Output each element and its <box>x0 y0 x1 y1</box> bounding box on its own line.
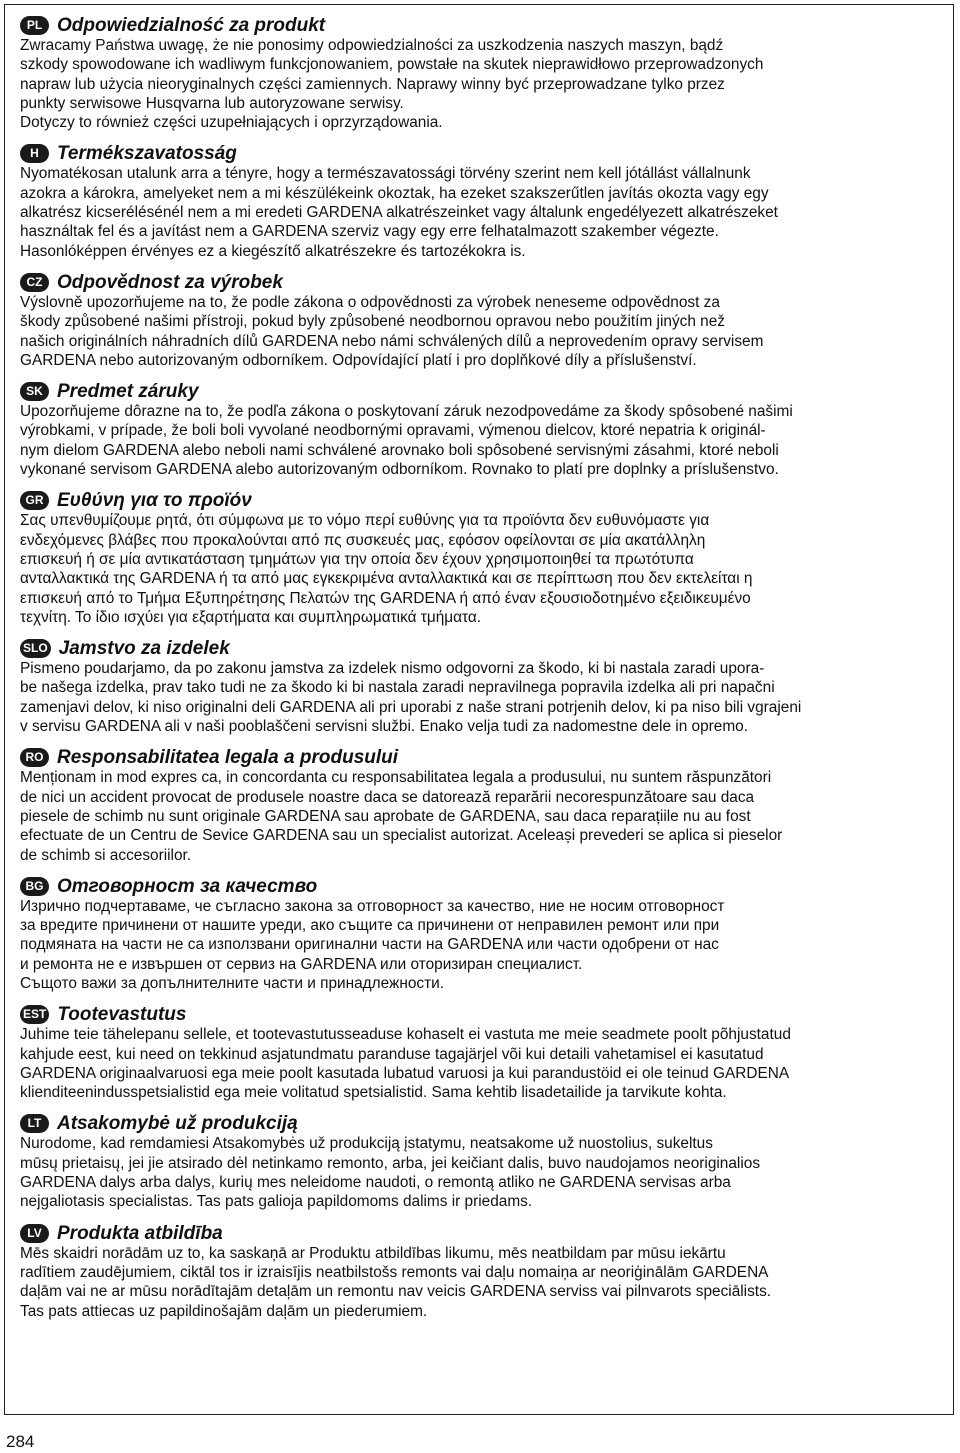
section-title: Tootevastutus <box>57 1004 187 1026</box>
section-body <box>20 293 940 370</box>
body-line: GARDENA nebo autorizovaným odborníkem. Odpovídající platí i pro doplňkové díly a příslušenství. <box>20 351 697 369</box>
section-body <box>20 897 940 993</box>
section-body <box>20 36 940 132</box>
body-line: használtak fel és a javítást nem a GARDENA szerviz vagy egy erre felhatalmazott szakember végezte. <box>20 223 719 241</box>
body-line: за вредите причинени от нашите уреди, ако същите са причинени от неправилен ремонт или при <box>20 917 720 935</box>
body-line: de nici un accident provocat de produsele noastre daca se datorează reparării necorespunzătoare sau daca <box>20 788 755 806</box>
body-line: alkatrész kicserélésénél nem a mi eredeti GARDENA alkatrészeinket vagy általunk engedélyezett alkatrészeket <box>20 204 778 222</box>
body-line: v servisu GARDENA ali v naši pooblaščeni servisni službi. Enako velja tudi za nadomestne dele in opremo. <box>20 718 748 736</box>
section-body <box>20 1244 940 1321</box>
body-line: piesele de schimb nu sunt originale GARDENA sau aprobate de GARDENA, sau daca reparațiile nu au fost <box>20 807 751 825</box>
section-body <box>20 768 940 864</box>
section-header <box>20 1223 940 1244</box>
section-header <box>20 143 940 164</box>
body-line: Juhime teie tähelepanu sellele, et tootevastutusseaduse kohaselt ei vastuta me meie seadmete poolt põhjustatud <box>20 1026 791 1044</box>
body-line: napraw lub użycia nieoryginalnych części zamiennych. Naprawy winny być przeprowadzane tylko przez <box>20 75 725 93</box>
body-line: nejgaliotasis specialistas. Tas pats galioja papildomoms dalims ir priedams. <box>20 1193 533 1211</box>
section-title: Ευθύνη για το προϊόν <box>57 490 252 512</box>
section-header <box>20 876 940 897</box>
body-line: GARDENA originaalvaruosi ega meie poolt kasutada lubatud varuosi ja kui parandustöid ei ole teinud GARDENA <box>20 1064 790 1082</box>
language-badge: PL <box>20 16 49 35</box>
section-title: Termékszavatosság <box>57 143 237 165</box>
section-body <box>20 511 940 627</box>
body-line: επισκευή ή σε μία αντικατάσταση τμημάτων για την οποία δεν έχουν χρησιμοποιηθεί τα πρωτότυπα <box>20 550 694 568</box>
language-badge: H <box>20 144 49 163</box>
body-line: Menționam in mod expres ca, in concordanta cu responsabilitatea legala a produsului, nu suntem răspunzători <box>20 769 772 787</box>
body-line: radītiem zaudējumiem, ciktāl tos ir izraisījis neatbilstošs remonts vai daļu nomaiņa ar neoriģinālām GARDENA <box>20 1263 769 1281</box>
section-header <box>20 638 940 659</box>
body-line: ενδεχόμενες βλάβες που προκαλούνται από πς συσκευές μας, εφόσον οφείλονται σε μία ακατάλληλη <box>20 531 706 549</box>
section-title: Odpovědnost za výrobek <box>57 271 283 293</box>
language-badge: SK <box>20 382 49 401</box>
language-badge: LT <box>20 1114 49 1133</box>
language-badge: GR <box>20 491 49 510</box>
body-line: daļām vai ne ar mūsu norādītajām detaļām un remontu nav veicis GARDENA serviss vai pilnvarots speciālists. <box>20 1283 772 1301</box>
body-line: Tas pats attiecas uz papildinošajām daļām un piederumiem. <box>20 1302 428 1320</box>
body-line: vykonané servisom GARDENA alebo autorizovaným odborníkom. Rovnako to platí pre doplnky a príslušenstvo. <box>20 461 779 479</box>
section-body <box>20 164 940 260</box>
section-body <box>20 402 940 479</box>
section-body <box>20 659 940 736</box>
body-line: azokra a károkra, amelyeket nem a mi készülékeink okoztak, ha ezeket szakszerűtlen javítás okozta vagy egy <box>20 184 769 202</box>
body-line: Mēs skaidri norādām uz to, ka saskaņā ar Produktu atbildības likumu, mēs neatbildam par mūsu iekārtu <box>20 1244 726 1262</box>
section-title: Отговорност за качество <box>57 875 318 897</box>
section-slo <box>20 638 940 736</box>
section-title: Jamstvo za izdelek <box>58 638 230 660</box>
language-badge: RO <box>20 748 49 767</box>
body-line: zamenjavi delov, ki niso originalni deli GARDENA ali pri uporabi z naše strani potrjenih delov, ki pa niso bili vgrajeni <box>20 698 802 716</box>
body-line: Výslovně upozorňujeme na to, že podle zákona o odpovědnosti za výrobek neneseme odpovědnost za <box>20 293 720 311</box>
section-ro <box>20 747 940 864</box>
body-line: de schimb si accesoriilor. <box>20 846 192 864</box>
body-line: mūsų prietaisų, jei jie atsirado dėl netinkamo remonto, arba, jei keičiant dalis, buvo naudojamos neoriginalios <box>20 1154 761 1172</box>
body-line: efectuate de un Centru de Sevice GARDENA sau un specialist autorizat. Aceleași prevederi se aplica si pieselor <box>20 827 783 845</box>
section-header <box>20 1004 940 1025</box>
section-bg <box>20 876 940 993</box>
section-title: Produkta atbildība <box>57 1222 223 1244</box>
language-badge: SLO <box>20 639 51 658</box>
section-title: Predmet záruky <box>57 381 199 403</box>
body-line: Nyomatékosan utalunk arra a tényre, hogy a természavatossági törvény szerint nem kell jótállást vállalnunk <box>20 165 751 183</box>
section-cz <box>20 272 940 370</box>
section-title: Atsakomybė už produkciją <box>57 1113 298 1135</box>
body-line: и ремонта не е извършен от сервиз на GARDENA или оторизиран специалист. <box>20 955 583 973</box>
body-line: Същото важи за допълнителните части и принадлежности. <box>20 974 445 992</box>
section-h <box>20 143 940 260</box>
body-line: Σας υπενθυμίζουμε ρητά, ότι σύμφωνα με το νόμο περί ευθύνης για τα προϊόντα δεν ευθυνόμαστε για <box>20 512 710 530</box>
body-line: kahjude eest, kui need on tekkinud asjatundmatu paranduse tagajärjel või kui detaili vahetamisel ei kasutatud <box>20 1045 764 1063</box>
section-header <box>20 747 940 768</box>
body-line: Upozorňujeme dôrazne na to, že podľa zákona o poskytovaní záruk nezodpovedáme za škody spôsobené našimi <box>20 403 793 421</box>
section-title: Odpowiedzialność za produkt <box>57 15 326 36</box>
section-header <box>20 381 940 402</box>
language-badge: BG <box>20 877 49 896</box>
section-header <box>20 272 940 293</box>
body-line: Nurodome, kad remdamiesi Atsakomybės už produkciją įstatymu, neatsakome už nuostolius, sukeltus <box>20 1135 713 1153</box>
body-line: τεχνίτη. Το ίδιο ισχύει για εξαρτήματα και συμπληρωματικά τμήματα. <box>20 608 482 626</box>
body-line: ανταλλακτικά της GARDENA ή τα από μας εγκεκριμένα ανταλλακτικά και σε περίπτωση που δεν εκτελείται η <box>20 570 753 588</box>
section-lv <box>20 1223 940 1321</box>
section-pl <box>20 15 940 132</box>
body-line: be našega izdelka, prav tako tudi ne za škodo ki bi nastala zaradi nepravilnega popravila izdelka ali pri napačni <box>20 679 775 697</box>
language-badge: CZ <box>20 273 49 292</box>
section-body <box>20 1134 940 1211</box>
body-line: škody způsobené našimi přístroji, pokud byly způsobené neodbornou opravou nebo použitím jiných než <box>20 313 725 331</box>
section-title: Responsabilitatea legala a produsului <box>57 747 399 769</box>
body-line: szkody spowodowane ich wadliwym funkcjonowaniem, powstałe na skutek nieprawidłowo przeprowadzonych <box>20 56 764 74</box>
language-badge: LV <box>20 1224 49 1243</box>
section-header <box>20 490 940 511</box>
section-header <box>20 15 940 36</box>
warranty-sections <box>20 15 940 1332</box>
body-line: Zwracamy Państwa uwagę, że nie ponosimy odpowiedzialności za uszkodzenia naszych maszyn, bądź <box>20 37 724 54</box>
language-badge: EST <box>20 1005 49 1024</box>
body-line: Dotyczy to również części uzupełniających i oprzyrządowania. <box>20 114 443 132</box>
body-line: Pismeno poudarjamo, da po zakonu jamstva za izdelek nismo odgovorni za škodo, ki bi nastala zaradi upora- <box>20 660 765 678</box>
body-line: GARDENA dalys arba dalys, kurių mes neleidome naudoti, o remontą atliko ne GARDENA servisas arba <box>20 1174 731 1192</box>
body-line: výrobkami, v prípade, že boli boli vyvolané neodbornými opravami, výmenou dielcov, ktoré nepatria k originál- <box>20 422 766 440</box>
body-line: Изрично подчертаваме, че съгласно закона за отговорност за качество, ние не носим отговорност <box>20 897 725 915</box>
body-line: našich originálních náhradních dílů GARDENA nebo námi schválených dílů a neprovedením opravy servisem <box>20 332 764 350</box>
body-line: klienditeenindusspetsialistid ega meie volitatud spetsialistid. Sama kehtib lisadetailide ja tarvikute kohta. <box>20 1084 727 1102</box>
body-line: Hasonlóképpen érvényes ez a kiegészítő alkatrészekre és tartozékokra is. <box>20 242 526 260</box>
section-est <box>20 1004 940 1102</box>
section-sk <box>20 381 940 479</box>
body-line: подмяната на части не са използвани оригинални части на GARDENA или части одобрени от нас <box>20 936 719 954</box>
body-line: επισκευή από το Τμήμα Εξυπηρέτησης Πελατών της GARDENA ή από έναν εξουσιοδοτημένο εξειδικευμένο <box>20 589 751 607</box>
body-line: nym dielom GARDENA alebo neboli nami schválené arovnako boli spôsobené servisnými zásahmi, ktoré neboli <box>20 441 779 459</box>
section-gr <box>20 490 940 627</box>
section-body <box>20 1025 940 1102</box>
section-header <box>20 1113 940 1134</box>
section-lt <box>20 1113 940 1211</box>
page-number: 284 <box>6 1432 35 1451</box>
body-line: punkty serwisowe Husqvarna lub autoryzowane serwisy. <box>20 94 404 112</box>
